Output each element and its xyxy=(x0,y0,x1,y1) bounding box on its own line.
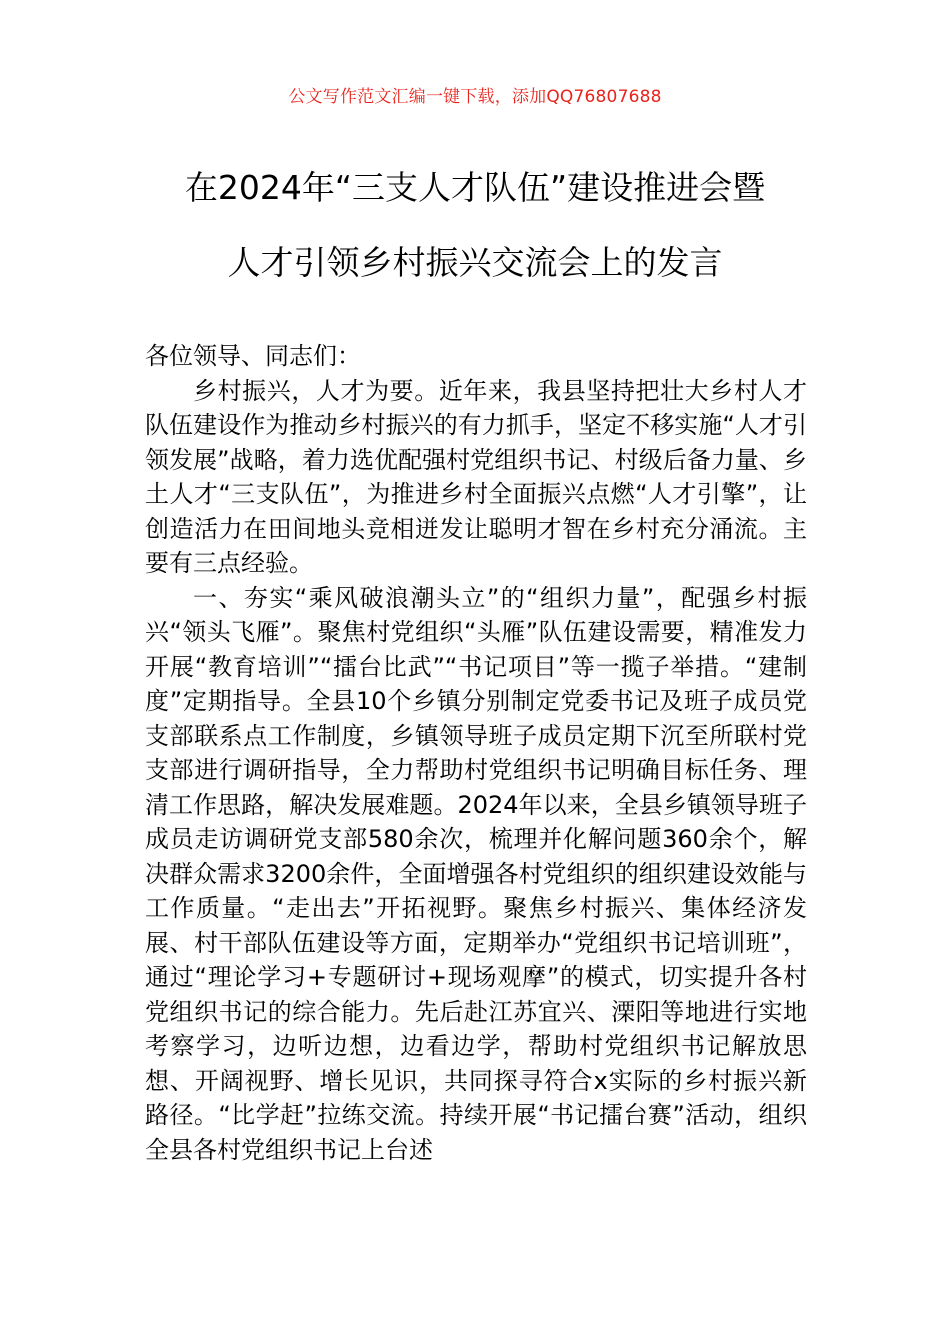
salutation: 各位领导、同志们： xyxy=(145,342,361,370)
paragraph-intro: 乡村振兴，人才为要。近年来，我县坚持把壮大乡村人才队伍建设作为推动乡村振兴的有力抓手，坚定不移实施“人才引领发展”战略，着力选优配强村党组织书记、村级后备力量、乡土人才“三支队伍”，为推进乡村全面振兴点燃“人才引擎”，让创造活力在田间地头竞相迸发让聪明才智在乡村充分涌流。主要有三点经验。 xyxy=(145,376,807,577)
document-body xyxy=(145,339,807,1167)
paragraph-section-one: 一、夯实“乘风破浪潮头立”的“组织力量”，配强乡村振兴“领头飞雁”。聚焦村党组织“头雁”队伍建设需要，精准发力开展“教育培训”“擂台比武”“书记项目”等一揽子举措。“建制度”定期指导。全县10个乡镇分别制定党委书记及班子成员党支部联系点工作制度，乡镇领导班子成员定期下沉至所联村党支部进行调研指导，全力帮助村党组织书记明确目标任务、理清工作思路，解决发展难题。2024年以来，全县乡镇领导班子成员走访调研党支部580余次，梳理并化解问题360余个，解决群众需求3200余件，全面增强各村党组织的组织建设效能与工作质量。“走出去”开拓视野。聚焦乡村振兴、集体经济发展、村干部队伍建设等方面，定期举办“党组织书记培训班”，通过“理论学习+专题研讨+现场观摩”的模式，切实提升各村党组织书记的综合能力。先后赴江苏宜兴、溧阳等地进行实地考察学习，边听边想，边看边学，帮助村党组织书记解放思想、开阔视野、增长见识，共同探寻符合x实际的乡村振兴新路径。“比学赶”拉练交流。持续开展“书记擂台赛”活动，组织全县各村党组织书记上台述 xyxy=(145,583,807,1164)
document-title xyxy=(60,150,890,300)
header-note xyxy=(0,86,950,108)
header-note-text: 公文写作范文汇编一键下载，添加QQ76807688 xyxy=(288,87,662,107)
title-line-2: 人才引领乡村振兴交流会上的发言 xyxy=(227,243,723,282)
title-line-1: 在2024年“三支人才队伍”建设推进会暨 xyxy=(184,168,766,207)
